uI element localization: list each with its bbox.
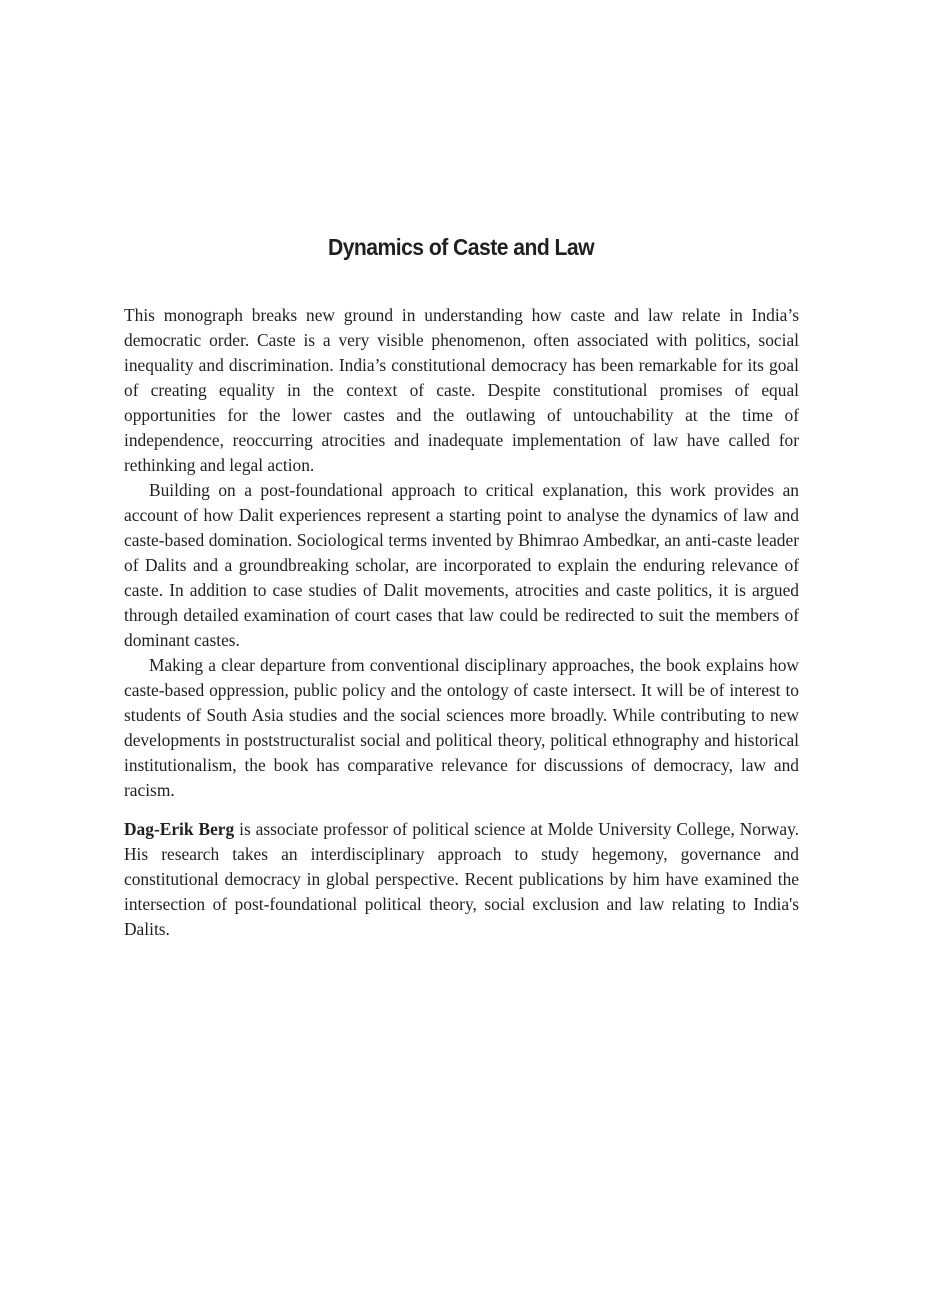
author-name: Dag-Erik Berg (124, 819, 235, 839)
author-bio-text: is associate professor of political science at Molde University College, Norway. His research takes an interdisciplinary approach to study hegemony, governance and constitutional democracy in global perspective. Recent publications by him have examined the intersection of post-foundational political theory, social exclusion and law relating to India's Dalits. (124, 819, 799, 939)
author-bio (124, 817, 799, 942)
author-bio-paragraph (124, 817, 799, 942)
synopsis-paragraph: Building on a post-foundational approach to critical explanation, this work provides an account of how Dalit experiences represent a starting point to analyse the dynamics of law and caste-based domination. Sociological terms invented by Bhimrao Ambedkar, an anti-caste leader of Dalits and a groundbreaking scholar, are incorporated to explain the enduring relevance of caste. In addition to case studies of Dalit movements, atrocities and caste politics, it is argued through detailed examination of court cases that law could be redirected to suit the members of dominant castes. (124, 480, 799, 650)
synopsis-paragraph: This monograph breaks new ground in understanding how caste and law relate in India’s democratic order. Caste is a very visible phenomenon, often associated with politics, social inequality and discrimination. India’s constitutional democracy has been remarkable for its goal of creating equality in the context of caste. Despite constitutional promises of equal opportunities for the lower castes and the outlawing of untouchability at the time of independence, reoccurring atrocities and inadequate implementation of law have called for rethinking and legal action. (124, 305, 799, 475)
book-synopsis (124, 303, 799, 803)
page-title: Dynamics of Caste and Law (327, 234, 595, 260)
synopsis-paragraph: Making a clear departure from conventional disciplinary approaches, the book explains how caste-based oppression, public policy and the ontology of caste intersect. It will be of interest to students of South Asia studies and the social sciences more broadly. While contributing to new developments in poststructuralist social and political theory, political ethnography and historical institutionalism, the book has comparative relevance for discussions of democracy, law and racism. (124, 655, 799, 800)
